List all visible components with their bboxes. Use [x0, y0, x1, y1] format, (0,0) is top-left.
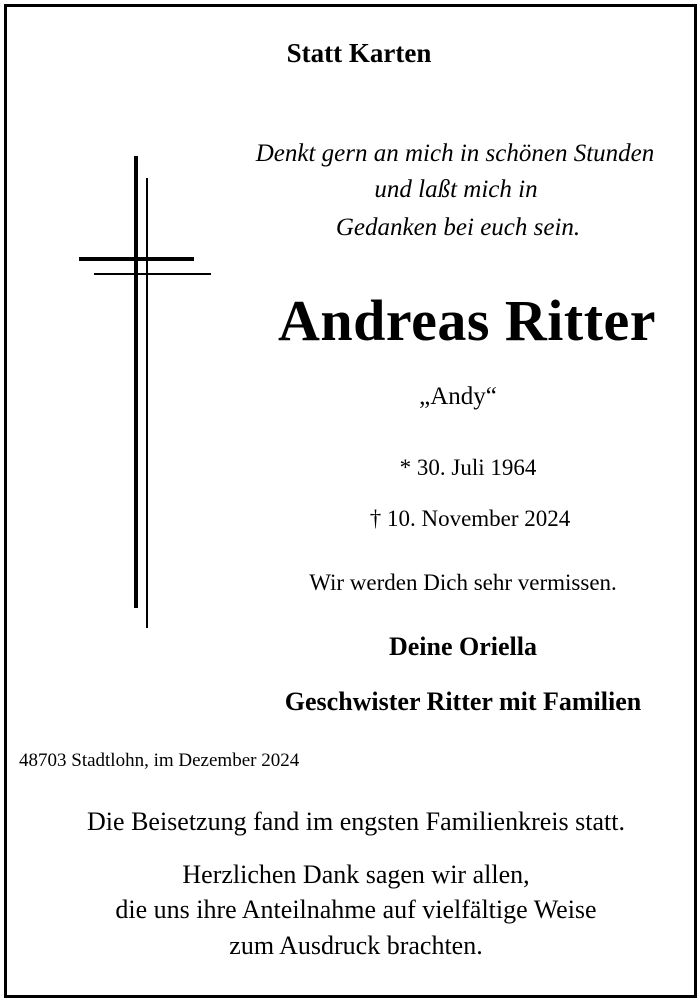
deceased-nickname: „Andy“ — [419, 383, 497, 410]
verse-line-3: Gedanken bei euch sein. — [335, 214, 581, 241]
verse-line-1: Denkt gern an mich in schönen Stunden — [255, 140, 655, 167]
burial-note: Die Beisetzung fand im engsten Familienkreis statt. — [87, 807, 625, 836]
cross-horizontal-thin — [94, 273, 211, 275]
farewell-message: Wir werden Dich sehr vermissen. — [309, 570, 617, 595]
birth-date: * 30. Juli 1964 — [399, 455, 537, 480]
cross-horizontal-bold — [79, 257, 194, 261]
verse-line-2: und laßt mich in — [374, 176, 538, 203]
notice-heading: Statt Karten — [286, 38, 432, 68]
mourner-family: Geschwister Ritter mit Familien — [284, 687, 642, 716]
death-date: † 10. November 2024 — [369, 506, 571, 531]
mourner-partner: Deine Oriella — [388, 632, 538, 661]
thanks-line-3: zum Ausdruck brachten. — [229, 931, 483, 960]
thanks-line-1: Herzlichen Dank sagen wir allen, — [182, 860, 530, 889]
cross-vertical-thin — [146, 178, 148, 628]
deceased-name: Andreas Ritter — [277, 288, 657, 353]
cross-vertical-bold — [134, 156, 138, 608]
thanks-line-2: die uns ihre Anteilnahme auf vielfältige Weise — [115, 895, 597, 924]
place-and-date: 48703 Stadtlohn, im Dezember 2024 — [19, 750, 300, 771]
